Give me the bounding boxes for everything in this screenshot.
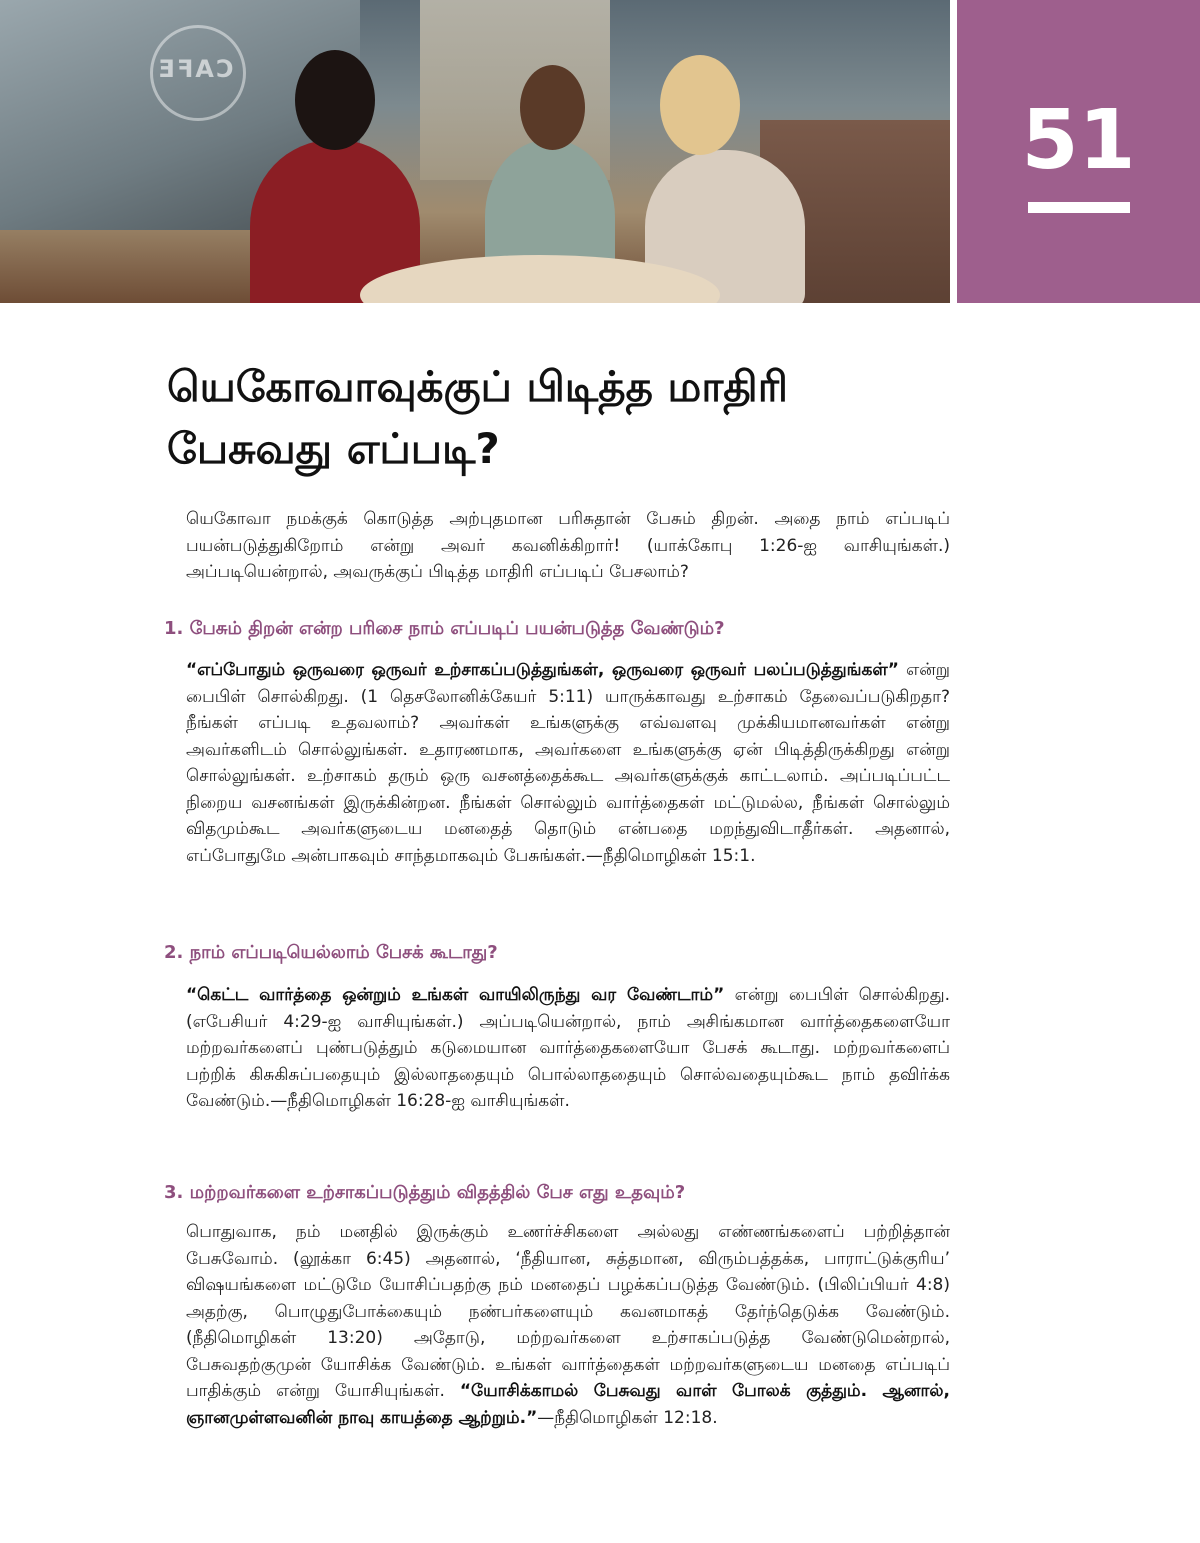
question-2: 2. நாம் எப்படியெல்லாம் பேசக் கூடாது? [164,942,498,963]
woman-beige-cardigan-head [660,55,740,155]
answer-2 [186,982,950,1115]
page-title: யெகோவாவுக்குப் பிடித்த மாதிரி பேசுவது எப்படி? [167,362,788,473]
header-photo [0,0,950,303]
lesson-number-box [957,0,1200,303]
answer-2-body: என்று பைபிள் சொல்கிறது. (எபேசியர் 4:29-ஐ வாசியுங்கள்.) அப்படியென்றால், நாம் அசிங்கமான வார்த்தைகளையோ மற்றவர்களைப் புண்படுத்தும் கடுமையான வார்த்தைகளையோ பேசக் கூடாது. மற்றவர்களைப் பற்றிக் கிசுகிசுப்பதையும் இல்லாததையும் பொல்லாததையும் சொல்வதையும்கூட நாம் தவிர்க்க வேண்டும்.—நீதிமொழிகள் 16:28-ஐ வாசியுங்கள். [186,985,950,1111]
question-3: 3. மற்றவர்களை உற்சாகப்படுத்தும் விதத்தில் பேச எது உதவும்? [164,1182,686,1203]
lesson-number-underline [1028,202,1130,213]
answer-2-quote: “கெட்ட வார்த்தை ஒன்றும் உங்கள் வாயிலிருந்து வர வேண்டாம்” [186,985,725,1005]
answer-3-quote: “யோசிக்காமல் பேசுவது வாள் போலக் குத்தும். ஆனால், ஞானமுள்ளவனின் நாவு காயத்தை ஆற்றும்.” [186,1381,950,1428]
answer-1 [186,657,950,869]
answer-3-body: பொதுவாக, நம் மனதில் இருக்கும் உணர்ச்சிகளை அல்லது எண்ணங்களைப் பற்றித்தான் பேசுவோம். (லூக்கா 6:45) அதனால், ‘நீதியான, சுத்தமான, விரும்பத்தக்க, பாராட்டுக்குரிய’ விஷயங்களை மட்டுமே யோசிப்பதற்கு நம் மனதைப் பழக்கப்படுத்த வேண்டும். (பிலிப்பியர் 4:8) அதற்கு, பொழுதுபோக்கையும் நண்பர்களையும் கவனமாகத் தேர்ந்தெடுக்க வேண்டும். (நீதிமொழிகள் 13:20) அதோடு, மற்றவர்களை உற்சாகப்படுத்த வேண்டுமென்றால், பேசுவதற்குமுன் யோசிக்க வேண்டும். உங்கள் வார்த்தைகள் மற்றவர்களுடைய மனதை எப்படிப் பாதிக்கும் என்று யோசியுங்கள். [186,1222,950,1401]
answer-1-body: என்று பைபிள் சொல்கிறது. (1 தெசலோனிக்கேயர் 5:11) யாருக்காவது உற்சாகம் தேவைப்படுகிறதா? நீங்கள் எப்படி உதவலாம்? அவர்கள் உங்களுக்கு எவ்வளவு முக்கியமானவர்கள் என்று அவர்களிடம் சொல்லுங்கள். உதாரணமாக, அவர்களை உங்களுக்கு ஏன் பிடித்திருக்கிறது என்று சொல்லுங்கள். உற்சாகம் தரும் ஒரு வசனத்தைக்கூட அவர்களுக்குக் காட்டலாம். அப்படிப்பட்ட நிறைய வசனங்கள் இருக்கின்றன. நீங்கள் சொல்லும் வார்த்தைகள் மட்டுமல்ல, நீங்கள் சொல்லும் விதமும்கூட அவர்களுடைய மனதைத் தொடும் என்பதை மறந்துவிடாதீர்கள். அதனால், எப்போதுமே அன்பாகவும் சாந்தமாகவும் பேசுங்கள்.—நீதிமொழிகள் 15:1. [186,660,950,866]
intro-paragraph: யெகோவா நமக்குக் கொடுத்த அற்புதமான பரிசுதான் பேசும் திறன். அதை நாம் எப்படிப் பயன்படுத்துகிறோம் என்று அவர் கவனிக்கிறார்! (யாக்கோபு 1:26-ஐ வாசியுங்கள்.) அப்படியென்றால், அவருக்குப் பிடித்த மாதிரி எப்படிப் பேசலாம்? [186,509,950,582]
woman-red-sweater-head [295,50,375,150]
answer-3 [186,1219,950,1431]
question-1: 1. பேசும் திறன் என்ற பரிசை நாம் எப்படிப் பயன்படுத்த வேண்டும்? [164,618,725,639]
woman-green-blouse-head [520,65,585,150]
answer-1-quote: “எப்போதும் ஒருவரை ஒருவர் உற்சாகப்படுத்துங்கள், ஒருவரை ஒருவர் பலப்படுத்துங்கள்” [186,660,899,680]
lesson-number: 51 [1021,93,1136,188]
answer-3-tail: —நீதிமொழிகள் 12:18. [537,1407,718,1428]
cafe-sign-text: CAFE [156,55,234,83]
